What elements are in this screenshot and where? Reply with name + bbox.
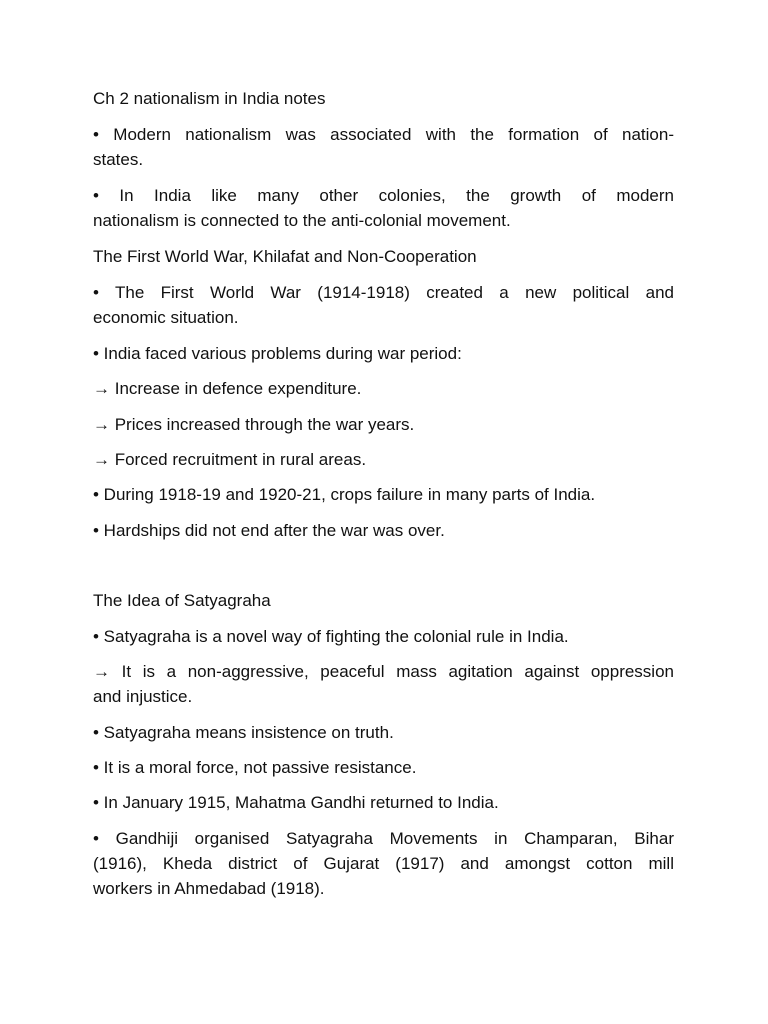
section-heading: The First World War, Khilafat and Non-Cooperation	[93, 247, 477, 266]
chapter-heading: Ch 2 nationalism in India notes	[93, 89, 326, 108]
paragraph-line: • India faced various problems during war period:	[93, 344, 462, 363]
paragraph-line: • Hardships did not end after the war was over.	[93, 521, 445, 540]
paragraph-line: nationalism is connected to the anti-colonial movement.	[93, 211, 511, 230]
paragraph-line: states.	[93, 150, 144, 169]
paragraph-line: • In India like many other colonies, the growth of modern	[93, 186, 674, 205]
paragraph-line: workers in Ahmedabad (1918).	[93, 879, 325, 898]
paragraph-line: • Satyagraha is a novel way of fighting the colonial rule in India.	[93, 627, 569, 646]
paragraph-line: • The First World War (1914-1918) created a new political and	[93, 283, 674, 302]
paragraph-line: → Forced recruitment in rural areas.	[93, 450, 367, 469]
paragraph-line: → It is a non-aggressive, peaceful mass agitation against oppression	[93, 662, 674, 681]
paragraph-line: • Modern nationalism was associated with the formation of nation-	[93, 125, 674, 144]
paragraph-line: • Satyagraha means insistence on truth.	[93, 723, 394, 742]
paragraph-line: → Prices increased through the war years.	[93, 415, 415, 434]
paragraph-line: and injustice.	[93, 687, 193, 706]
paragraph-line: • In January 1915, Mahatma Gandhi returned to India.	[93, 793, 499, 812]
paragraph-line: • Gandhiji organised Satyagraha Movements in Champaran, Bihar	[93, 829, 674, 848]
paragraph-line: (1916), Kheda district of Gujarat (1917) and amongst cotton mill	[93, 854, 674, 873]
paragraph-line: • During 1918-19 and 1920-21, crops failure in many parts of India.	[93, 485, 596, 504]
paragraph-line: → Increase in defence expenditure.	[93, 379, 362, 398]
paragraph-line: economic situation.	[93, 308, 239, 327]
document-page	[93, 0, 674, 1024]
section-heading: The Idea of Satyagraha	[93, 591, 271, 610]
paragraph-line: • It is a moral force, not passive resistance.	[93, 758, 417, 777]
